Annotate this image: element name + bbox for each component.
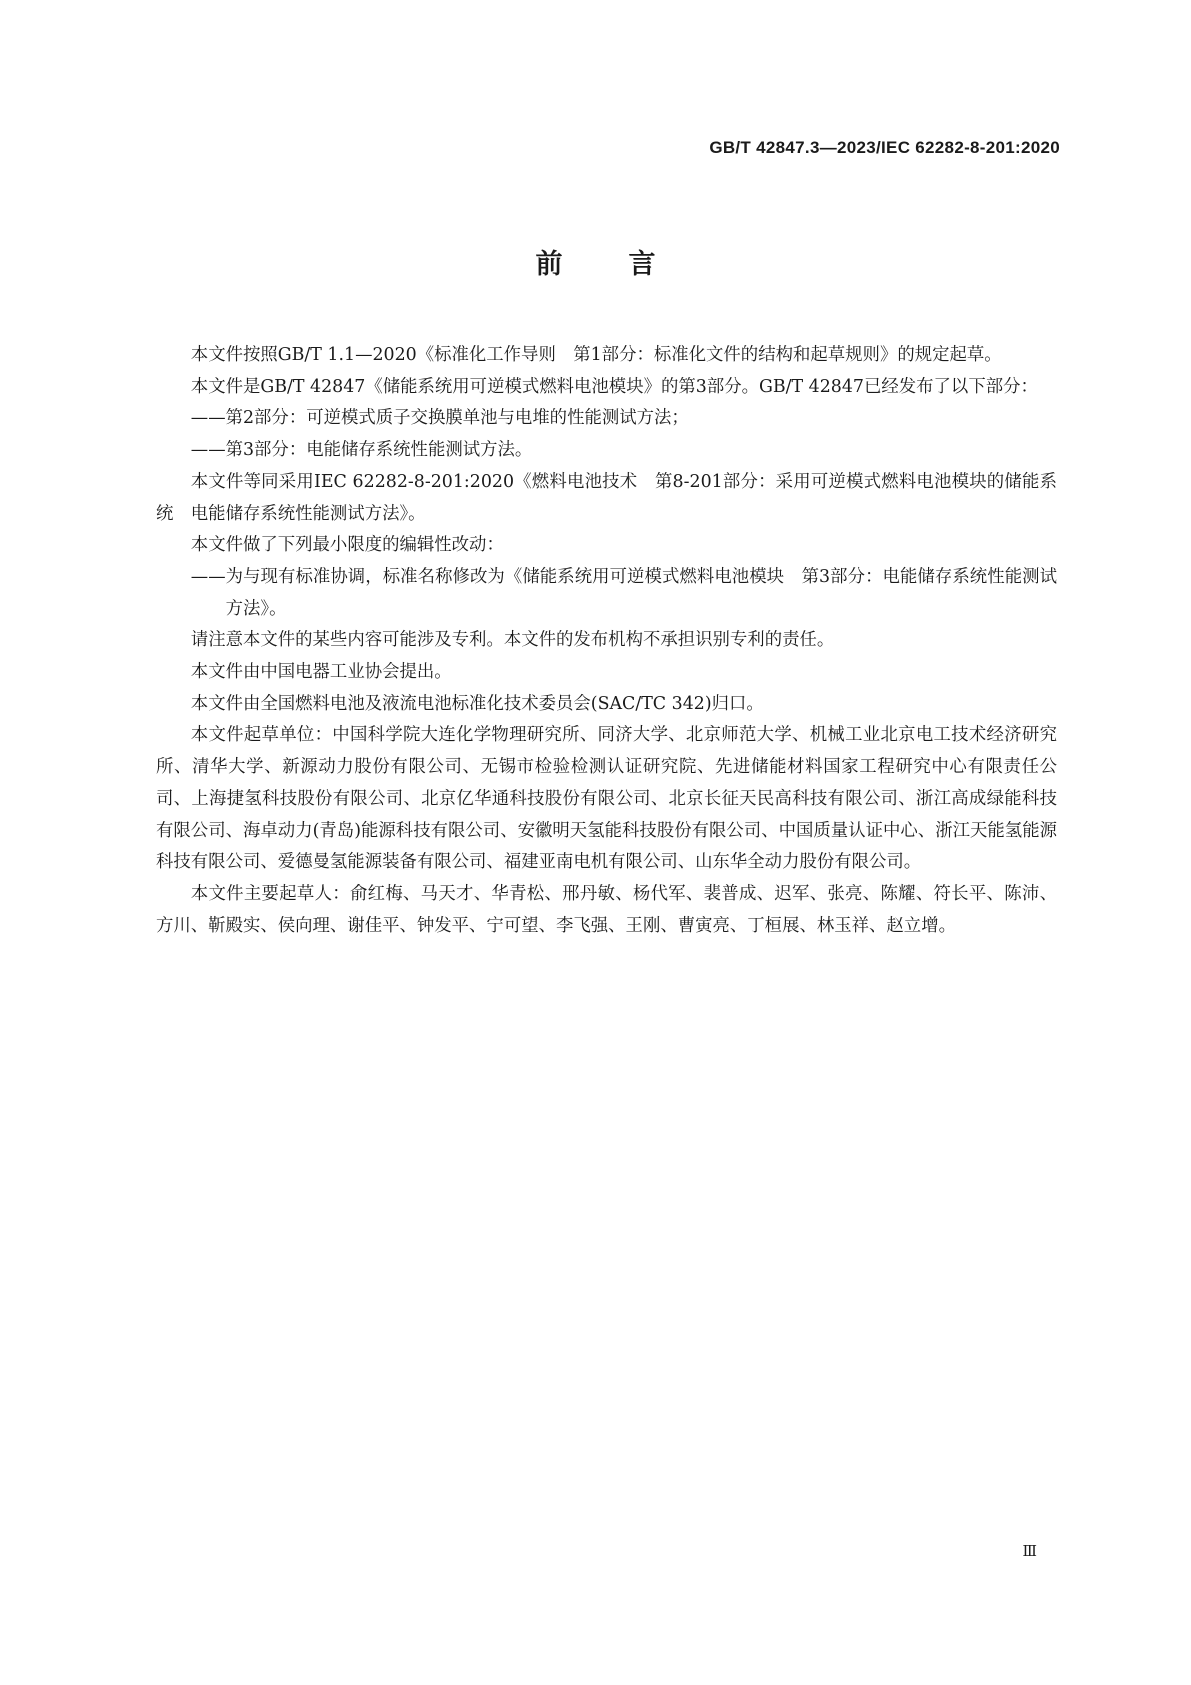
page-number: Ⅲ	[1022, 1542, 1036, 1560]
standard-number-header: GB/T 42847.3—2023/IEC 62282-8-201:2020	[709, 138, 1060, 157]
paragraph-proposed-by: 本文件由中国电器工业协会提出。	[190, 662, 452, 683]
paragraph-editorial-changes: 本文件做了下列最小限度的编辑性改动：	[190, 535, 504, 556]
list-item-part-2: ——第2部分：可逆模式质子交换膜单池与电堆的性能测试方法；	[190, 408, 689, 429]
paragraph-drafting-rules: 本文件按照GB/T 1.1—2020《标准化工作导则 第1部分：标准化文件的结构和起草规则》的规定起草。	[190, 345, 1002, 365]
paragraph-patent-notice: 请注意本文件的某些内容可能涉及专利。本文件的发布机构不承担识别专利的责任。	[190, 630, 835, 651]
foreword-body	[156, 340, 1057, 942]
page-title: 前言	[535, 249, 722, 280]
paragraph-adoption: 本文件等同采用IEC 62282-8-201:2020《燃料电池技术 第8-201部分：采用可逆模式燃料电池模块的储能系统 电能储存系统性能测试方法》。	[156, 471, 1057, 524]
paragraph-series-parts: 本文件是GB/T 42847《储能系统用可逆模式燃料电池模块》的第3部分。GB/T 42847已经发布了以下部分：	[190, 376, 1038, 397]
paragraph-drafting-organizations: 本文件起草单位：中国科学院大连化学物理研究所、同济大学、北京师范大学、机械工业北京电工技术经济研究所、清华大学、新源动力股份有限公司、无锡市检验检测认证研究院、先进储能材料国家工程研究中心有限责任公司、上海捷氢科技股份有限公司、北京亿华通科技股份有限公司、北京长征天民高科技有限公司、浙江高成绿能科技有限公司、海卓动力(青岛)能源科技有限公司、安徽明天氢能科技股份有限公司、中国质量认证中心、浙江天能氢能源科技有限公司、爱德曼氢能源装备有限公司、福建亚南电机有限公司、山东华全动力股份有限公司。	[156, 725, 1057, 873]
paragraph-technical-committee: 本文件由全国燃料电池及液流电池标准化技术委员会(SAC/TC 342)归口。	[190, 693, 764, 714]
list-item-title-change: ——为与现有标准协调，标准名称修改为《储能系统用可逆模式燃料电池模块 第3部分：电能储存系统性能测试方法》。	[190, 566, 1057, 619]
paragraph-main-drafters: 本文件主要起草人：俞红梅、马天才、华青松、邢丹敏、杨代军、裴普成、迟军、张亮、陈耀、符长平、陈沛、方川、靳殿实、侯向理、谢佳平、钟发平、宁可望、李飞强、王刚、曹寅亮、丁桓展、林玉祥、赵立增。	[156, 883, 1057, 936]
list-item-part-3: ——第3部分：电能储存系统性能测试方法。	[190, 440, 533, 461]
